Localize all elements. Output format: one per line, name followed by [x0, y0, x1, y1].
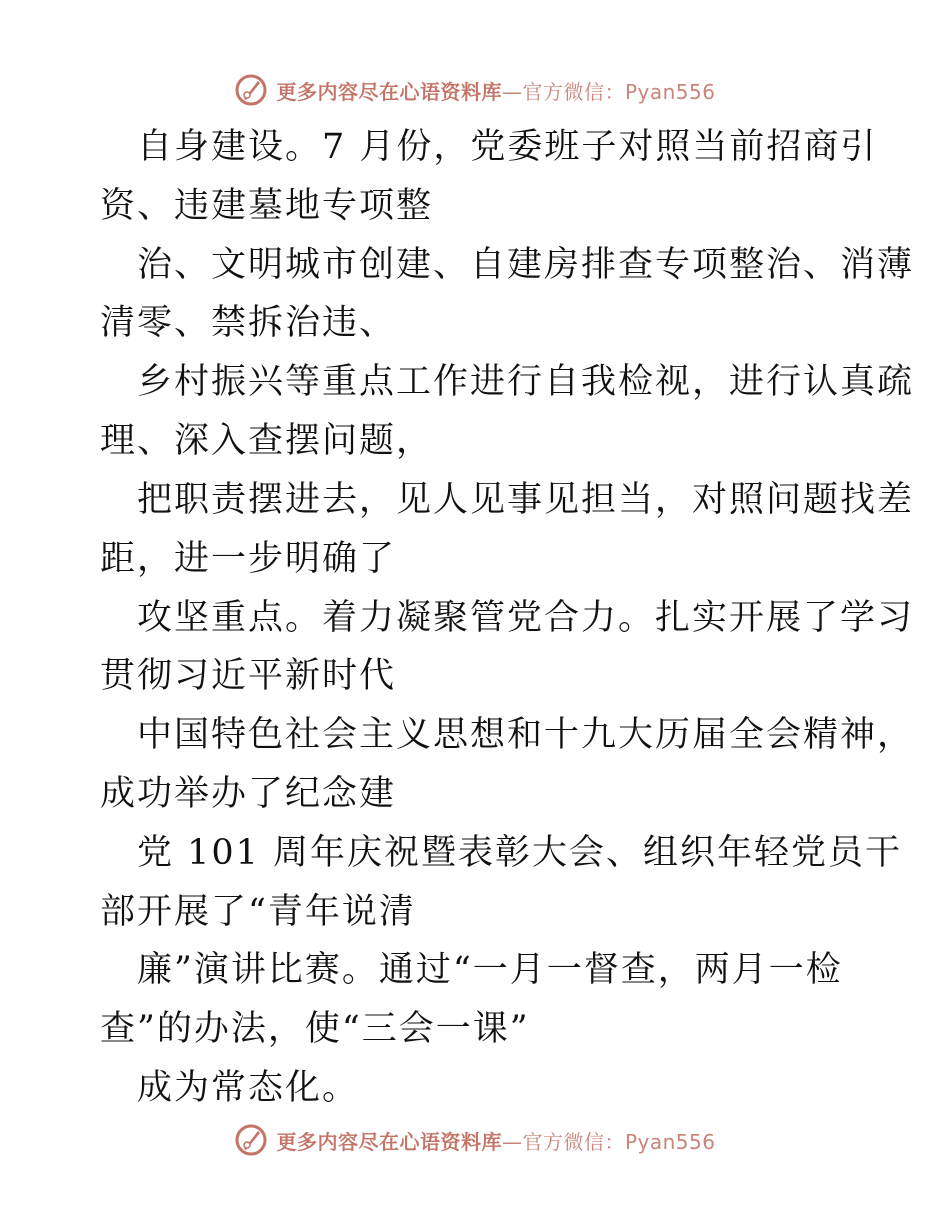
- text-line: 把职责摆进去，见人见事见担当，对照问题找差: [137, 480, 915, 520]
- text-line: 治、文明城市创建、自建房排查专项整治、消薄: [137, 245, 915, 285]
- text-line: 贯彻习近平新时代: [100, 656, 397, 696]
- footer-watermark: [0, 1118, 950, 1162]
- text-line: 自身建设。7 月份，党委班子对照当前招商引: [137, 127, 878, 167]
- text-line: 党 101 周年庆祝暨表彰大会、组织年轻党员干: [137, 833, 903, 873]
- text-line: 理、深入查摆问题，: [100, 421, 434, 461]
- watermark-text: 更多内容尽在心语资料库—官方微信：Pyan556: [276, 79, 716, 104]
- quill-logo-icon: [234, 1123, 268, 1157]
- quill-logo-icon: [234, 73, 268, 107]
- watermark-text: 更多内容尽在心语资料库—官方微信：Pyan556: [276, 1129, 716, 1154]
- header-watermark: [0, 68, 950, 112]
- text-line: 攻坚重点。着力凝聚管党合力。扎实开展了学习: [137, 598, 915, 638]
- text-line: 查”的办法，使“三会一课”: [100, 1009, 530, 1049]
- text-line: 距，进一步明确了: [100, 539, 397, 579]
- text-line: 廉”演讲比赛。通过“一月一督查，两月一检: [137, 950, 843, 990]
- text-line: 成功举办了纪念建: [100, 774, 397, 814]
- text-line: 清零、禁拆治违、: [100, 303, 397, 343]
- text-line: 成为常态化。: [137, 1068, 360, 1108]
- text-line: 中国特色社会主义思想和十九大历届全会精神，: [137, 715, 915, 755]
- text-line: 乡村振兴等重点工作进行自我检视，进行认真疏: [137, 362, 915, 402]
- text-line: 部开展了“青年说清: [100, 892, 416, 932]
- text-line: 资、违建墓地专项整: [100, 186, 434, 226]
